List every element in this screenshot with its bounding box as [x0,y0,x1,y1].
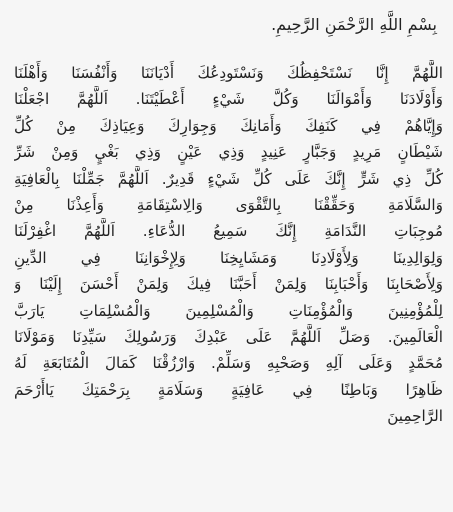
text-line: كُلِّ ذِي شَرٍّ إِنَّكَ عَلَى كُلِّ شَيْءٍ قَدِيرٌ. اَللَّهُمَّ جَمِّلْنَا بِالْعَافِيَةِ [14,169,443,188]
text-line: وَأَوْلَادَنَا وَأَمْوَالَنَا وَكُلَّ شَيْءٍ أَعْطَيْتَنَا. اَللَّهُمَّ اجْعَلْنَا [14,90,443,109]
basmala-heading: بِسْمِ اللَّهِ الرَّحْمَنِ الرَّحِيمِ. [271,15,437,34]
text-line: اللَّهُمَّ إِنَّا نَسْتَحْفِظُكَ وَنَسْتَودِعُكَ أَدْيَانَنَا وَأَنْفُسَنَا وَأَهْلَنَا [14,64,443,82]
text-line: الْعَالَمِينَ. وَصَلِّ اَللَّهُمَّ عَلَى عَبْدِكَ وَرَسُولِكَ سَيِّدِنَا وَمَوْلَانَا [14,327,443,346]
text-line: مُوجِبَاتِ النَّدَامَةِ إِنَّكَ سَمِيعُ الدُّعَاءِ. اَللَّهُمَّ اغْفِرْلَنَا [14,222,443,241]
text-line: وَلِأَصْحَابِنَا وَأَحْبَابِنَا وَلِمَنْ أَحَبَّنَا فِيكَ وَلِمَنْ أَحْسَنَ إِلَيْنَا وَ [14,275,443,294]
prayer-text [14,60,443,429]
text-line: وَإِيَّاهُمْ فِي كَنَفِكَ وَأَمَانِكَ وَجِوَارِكَ وَعِيَاذِكَ مِنْ كُلِّ [14,116,443,135]
text-line: شَيْطَانٍ مَرِيدٍ وَجَبَّارٍ عَنِيدٍ وَذِي عَيْنٍ وَذِي بَغْيٍ وَمِنْ شَرِّ [14,143,443,162]
text-line: لِلْمُؤْمِنِينَ وَالْمُؤْمِنَاتِ وَالْمُسْلِمِينَ وَالْمُسْلِمَاتِ يَارَبَّ [14,301,443,320]
text-line: وَلِوَالِدِينَا وَلِأَوْلَادِنَا وَمَشَايِخِنَا وَلِإِخْوَانِنَا فِي الدِّينِ [14,248,443,267]
text-line: ظَاهِرًا وَبَاطِنًا فِي عَافِيَةٍ وَسَلَامَةٍ بِرَحْمَتِكَ يَاأَرْحَمَ [14,380,443,399]
text-line: وَالسَّلَامَةِ وَحَقِّقْنَا بِالتَّقْوَى وَالِاسْتِقَامَةِ وَأَعِذْنَا مِنْ [14,195,443,214]
text-line: مُحَمَّدٍ وَعَلَى آلِهِ وَصَحْبِهِ وَسَلِّمْ. وَارْزُقْنَا كَمَالَ الْمُتَابَعَةِ لَهُ [14,354,443,373]
text-line: الرَّاحِمِينَ [387,407,443,426]
